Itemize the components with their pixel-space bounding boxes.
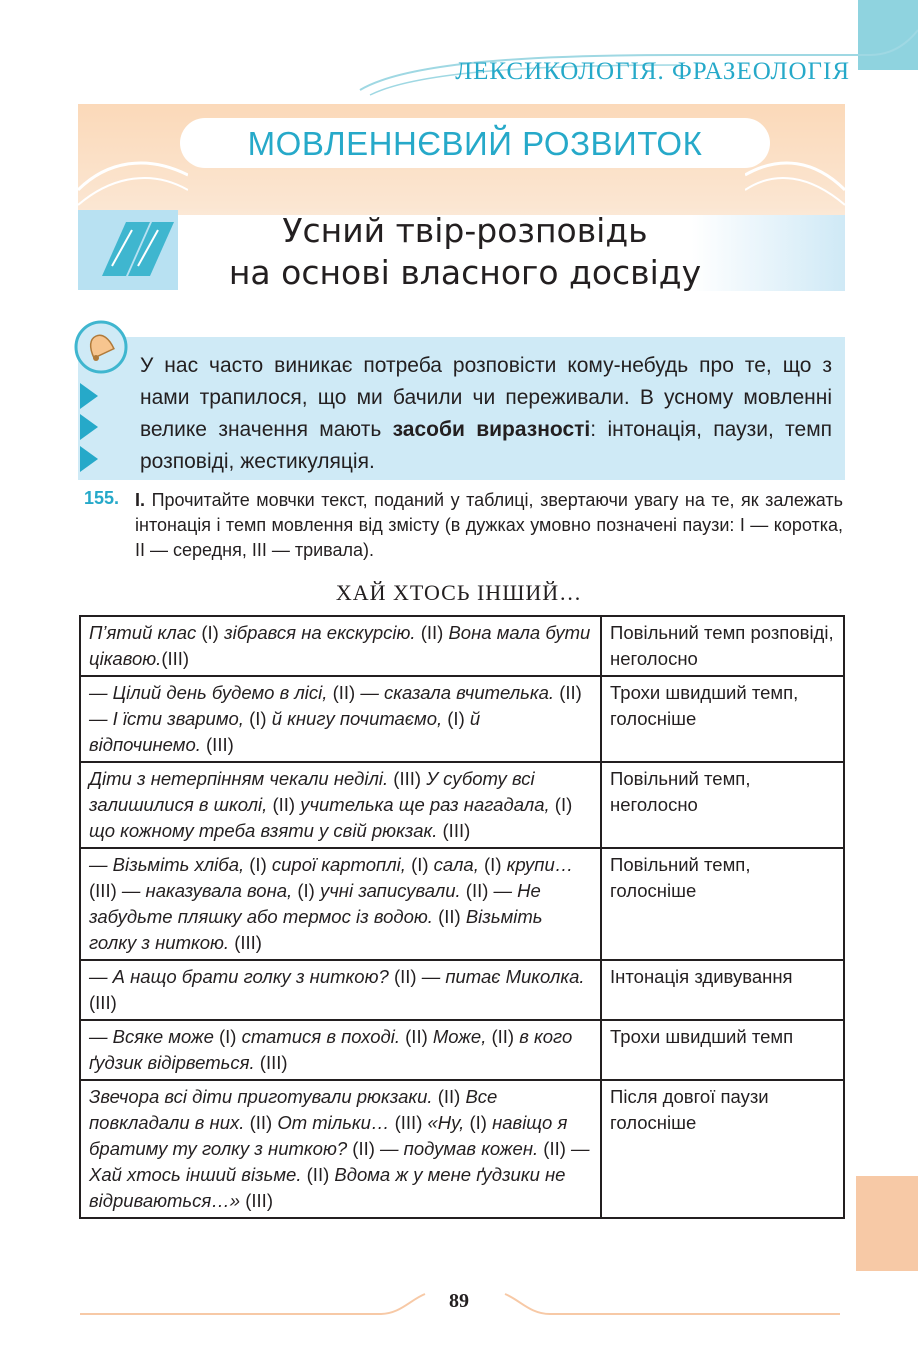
section-title: ЛЕКСИКОЛОГІЯ. ФРАЗЕОЛОГІЯ: [455, 58, 850, 85]
story-text-cell: [80, 762, 601, 848]
delivery-note-cell: Повільний темп розповіді, неголосно: [601, 616, 844, 676]
pause-mark: (ІІ): [438, 906, 466, 927]
lesson-title-line-1: Усний твір-розповідь: [282, 211, 648, 250]
table-row: [80, 676, 844, 762]
pause-mark: (ІІІ): [245, 1190, 273, 1211]
pause-mark: (І): [447, 708, 470, 729]
pause-mark: (ІІ): [249, 1112, 278, 1133]
story-fragment: — Не забудьте пляшку або термос із водою.: [89, 880, 541, 927]
banner-ornament-left: [78, 150, 188, 210]
story-text-cell: [80, 960, 601, 1020]
story-fragment: Вдома ж у мене ґудзики не відриваються…»: [89, 1164, 566, 1211]
story-fragment: Вона мала бути цікавою.: [89, 622, 591, 669]
triangle-arrow-icon: [80, 414, 98, 440]
story-fragment: в кого ґудзик відірветься.: [89, 1026, 573, 1073]
story-fragment: — питає Миколка.: [421, 966, 585, 987]
lesson-title-line-2: на основі власного досвіду: [228, 253, 702, 292]
story-fragment: статися в поході.: [241, 1026, 406, 1047]
pause-mark: (ІІІ): [206, 734, 234, 755]
delivery-note-cell: Після довгої паузи голосніше: [601, 1080, 844, 1218]
story-fragment: що кожному треба взяти у свій рюкзак.: [89, 820, 443, 841]
table-row: [80, 1080, 844, 1218]
pause-mark: (І): [297, 880, 320, 901]
pause-mark: (І): [201, 622, 224, 643]
pause-mark: (ІІІ): [259, 1052, 288, 1073]
info-text: [140, 350, 832, 478]
bell-icon: [74, 320, 128, 374]
story-fragment: Все повкладали в них.: [89, 1086, 498, 1133]
pause-mark: (ІІ): [306, 1164, 335, 1185]
info-bold-term: засоби виразності: [392, 418, 591, 441]
story-fragment: П’ятий клас: [89, 622, 202, 643]
story-fragment: сала,: [433, 854, 485, 875]
story-fragment: — Цілий день будемо в лісі,: [89, 682, 333, 703]
story-fragment: — А нащо брати голку з ниткою?: [89, 966, 394, 987]
story-text-cell: [80, 1020, 601, 1080]
story-fragment: — І їсти зваримо,: [89, 708, 250, 729]
story-fragment: крупи…: [506, 854, 574, 875]
lesson-mark-icon: [98, 216, 176, 282]
pause-mark: (ІІ): [272, 794, 301, 815]
pause-mark: (ІІ): [332, 682, 361, 703]
story-fragment: й книгу почитаємо,: [271, 708, 448, 729]
pause-mark: (І): [219, 1026, 242, 1047]
story-fragment: учителька ще раз нагадала,: [300, 794, 555, 815]
pause-mark: (ІІ): [491, 1026, 520, 1047]
story-title: ХАЙ ХТОСЬ ІНШИЙ…: [335, 580, 583, 605]
story-fragment: сирої картоплі,: [271, 854, 412, 875]
story-fragment: — наказувала вона,: [121, 880, 298, 901]
table-row: [80, 616, 844, 676]
banner-title: МОВЛЕННЄВИЙ РОЗВИТОК: [247, 125, 703, 162]
story-fragment: Звечора всі діти приготували рюкзаки.: [89, 1086, 438, 1107]
story-fragment: «Ну,: [427, 1112, 470, 1133]
triangle-arrow-icon: [80, 446, 98, 472]
exercise-part: І.: [135, 490, 146, 510]
page-number: 89: [449, 1290, 469, 1312]
table-row: [80, 762, 844, 848]
pause-mark: (ІІІ): [161, 648, 190, 669]
exercise-text: [135, 488, 843, 563]
lesson-title: [180, 210, 750, 294]
pause-mark: (ІІ): [437, 1086, 466, 1107]
pause-mark: (ІІ): [420, 622, 449, 643]
table-row: [80, 1020, 844, 1080]
pause-mark: (ІІ): [393, 966, 422, 987]
pause-mark: (ІІІ): [234, 932, 262, 953]
delivery-note-cell: Повільний темп, неголосно: [601, 762, 844, 848]
pause-mark: (ІІІ): [442, 820, 471, 841]
story-text-cell: [80, 616, 601, 676]
pause-mark: (І): [249, 708, 272, 729]
story-text-cell: [80, 1080, 601, 1218]
pause-mark: (ІІІ): [89, 880, 122, 901]
pause-mark: (І): [554, 794, 573, 815]
pause-mark: (І): [484, 854, 507, 875]
story-text-cell: [80, 676, 601, 762]
pause-mark: (ІІ): [405, 1026, 433, 1047]
story-fragment: Може,: [432, 1026, 492, 1047]
story-fragment: — сказала вчителька.: [360, 682, 560, 703]
story-fragment: — Всяке може: [89, 1026, 219, 1047]
story-fragment: учні записували.: [319, 880, 466, 901]
info-text-part-2: : інтонація, паузи, темп розповіді, жестикуляція.: [140, 418, 833, 473]
delivery-note-cell: Повільний темп, голосніше: [601, 848, 844, 960]
pause-mark: (І): [469, 1112, 493, 1133]
pause-mark: (ІІ): [543, 1138, 572, 1159]
story-text-cell: [80, 848, 601, 960]
side-tab-decoration: [856, 1176, 918, 1271]
story-fragment: й відпочинемо.: [89, 708, 481, 755]
pause-mark: (ІІ): [352, 1138, 381, 1159]
pause-mark: (ІІ): [465, 880, 494, 901]
pause-mark: (ІІ): [559, 682, 582, 703]
exercise-instruction: Прочитайте мовчки текст, поданий у таблиці, звертаючи увагу на те, як залежать інтонація і темп мовлення від змісту (в дужках умовно позначені паузи: І — коротка, ІІ — середня, ІІІ — тривала).: [135, 490, 843, 560]
delivery-note-cell: Трохи швидший темп: [601, 1020, 844, 1080]
pause-mark: (ІІІ): [393, 768, 427, 789]
story-table: [79, 615, 845, 1219]
story-table-body: [80, 616, 844, 1218]
story-fragment: — Хай хтось інший візьме.: [89, 1138, 590, 1185]
pause-mark: (ІІІ): [89, 992, 117, 1013]
story-fragment: навіщо я братиму ту голку з ниткою?: [89, 1112, 568, 1159]
story-fragment: зібрався на екскурсію.: [223, 622, 421, 643]
pause-mark: (І): [411, 854, 434, 875]
delivery-note-cell: Трохи швидший темп, голосніше: [601, 676, 844, 762]
info-text-part-1: У нас часто виникає потреба розповісти кому-небудь про те, що з нами трапилося, що ми бачили чи переживали. В усному мовленні велике значення мають: [140, 354, 832, 441]
triangle-arrow-icon: [80, 383, 98, 409]
exercise-number: 155.: [84, 488, 120, 508]
story-fragment: От тільки…: [277, 1112, 395, 1133]
story-fragment: — подумав кожен.: [380, 1138, 544, 1159]
pause-mark: (ІІІ): [394, 1112, 428, 1133]
pause-mark: (І): [249, 854, 272, 875]
delivery-note-cell: Інтонація здивування: [601, 960, 844, 1020]
story-fragment: Візьміть голку з ниткою.: [89, 906, 543, 953]
story-fragment: Діти з нетерпінням чекали неділі.: [89, 768, 394, 789]
table-row: [80, 960, 844, 1020]
table-row: [80, 848, 844, 960]
story-fragment: — Візьміть хліба,: [89, 854, 250, 875]
story-fragment: У суботу всі залишилися в школі,: [89, 768, 535, 815]
